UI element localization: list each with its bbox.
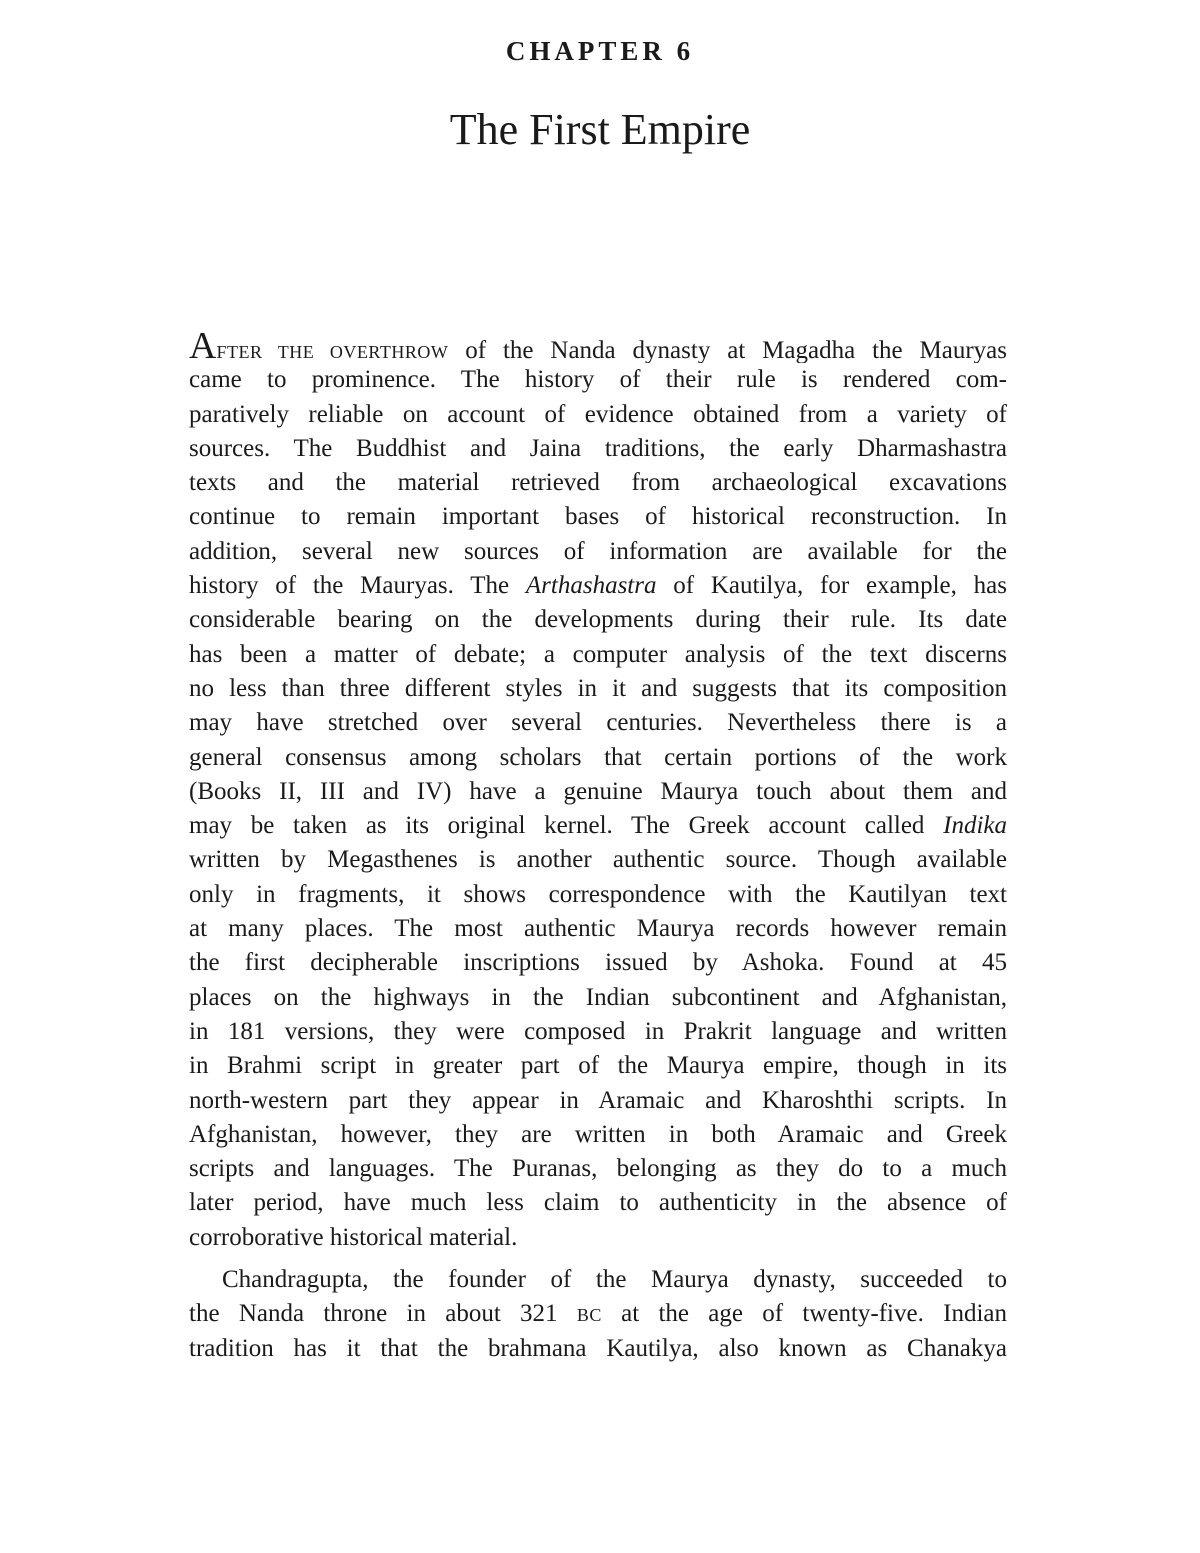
text-segment: history of the Mauryas. The [189, 572, 526, 600]
text-line: the first decipherable inscriptions issued by Ashoka. Found at 45 [189, 949, 1007, 977]
text-line: texts and the material retrieved from archaeological excavations [189, 469, 1007, 497]
book-title-italic: Arthashastra [525, 572, 657, 600]
small-caps-lead: FTER THE OVERTHROW [216, 342, 449, 362]
text-line: written by Megasthenes is another authentic source. Though available [189, 846, 1007, 874]
text-line: addition, several new sources of information are available for the [189, 537, 1007, 565]
text-line: continue to remain important bases of historical reconstruction. In [189, 503, 1007, 531]
text-line: scripts and languages. The Puranas, belonging as they do to a much [189, 1155, 1007, 1183]
text-segment: of Kautilya, for example, has [656, 572, 1007, 600]
text-line: Chandragupta, the founder of the Maurya dynasty, succeeded to [222, 1266, 1007, 1294]
text-segment: may be taken as its original kernel. The Greek account called [189, 812, 944, 840]
body-text [189, 329, 1007, 1366]
text-line: may have stretched over several centuries. Nevertheless there is a [189, 709, 1007, 737]
text-line [189, 1297, 1007, 1331]
text-line: no less than three different styles in it and suggests that its composition [189, 674, 1007, 702]
text-line: later period, have much less claim to authenticity in the absence of [189, 1189, 1007, 1217]
text-line-rest: of the Nanda dynasty at Magadha the Mauryas [448, 337, 1007, 364]
book-title-italic: Indika [943, 812, 1007, 840]
text-line: general consensus among scholars that certain portions of the work [189, 743, 1007, 771]
text-line: sources. The Buddhist and Jaina traditions, the early Dharmashastra [189, 434, 1007, 462]
text-segment: the Nanda throne in about 321 [189, 1300, 577, 1328]
text-line: Afghanistan, however, they are written in both Aramaic and Greek [189, 1120, 1007, 1148]
text-line [189, 809, 1007, 843]
text-line: has been a matter of debate; a computer analysis of the text discerns [189, 640, 1007, 668]
text-line: (Books II, III and IV) have a genuine Maurya touch about them and [189, 777, 1007, 805]
text-line: at many places. The most authentic Maurya records however remain [189, 915, 1007, 943]
text-line: in Brahmi script in greater part of the Maurya empire, though in its [189, 1052, 1007, 1080]
chapter-title: The First Empire [449, 105, 751, 154]
text-line: corroborative historical material. [189, 1223, 518, 1251]
text-line: north-western part they appear in Aramaic and Kharoshthi scripts. In [189, 1086, 1007, 1114]
text-line: paratively reliable on account of evidence obtained from a variety of [189, 400, 1007, 428]
small-caps-era: BC [576, 1305, 602, 1326]
paragraph [189, 1263, 1007, 1366]
text-line [189, 569, 1007, 603]
chapter-label: CHAPTER 6 [505, 36, 695, 66]
text-line: came to prominence. The history of their rule is rendered com- [189, 366, 1007, 394]
text-line: tradition has it that the brahmana Kautilya, also known as Chanakya [189, 1334, 1007, 1362]
drop-cap: A [189, 329, 217, 364]
text-line: places on the highways in the Indian subcontinent and Afghanistan, [189, 983, 1007, 1011]
paragraph [189, 329, 1007, 1255]
text-line: considerable bearing on the developments during their rule. Its date [189, 606, 1007, 634]
text-line: only in fragments, it shows correspondence with the Kautilyan text [189, 880, 1007, 908]
text-line: in 181 versions, they were composed in Prakrit language and written [189, 1017, 1007, 1045]
text-line [189, 329, 1007, 363]
text-segment: at the age of twenty-five. Indian [601, 1300, 1007, 1328]
